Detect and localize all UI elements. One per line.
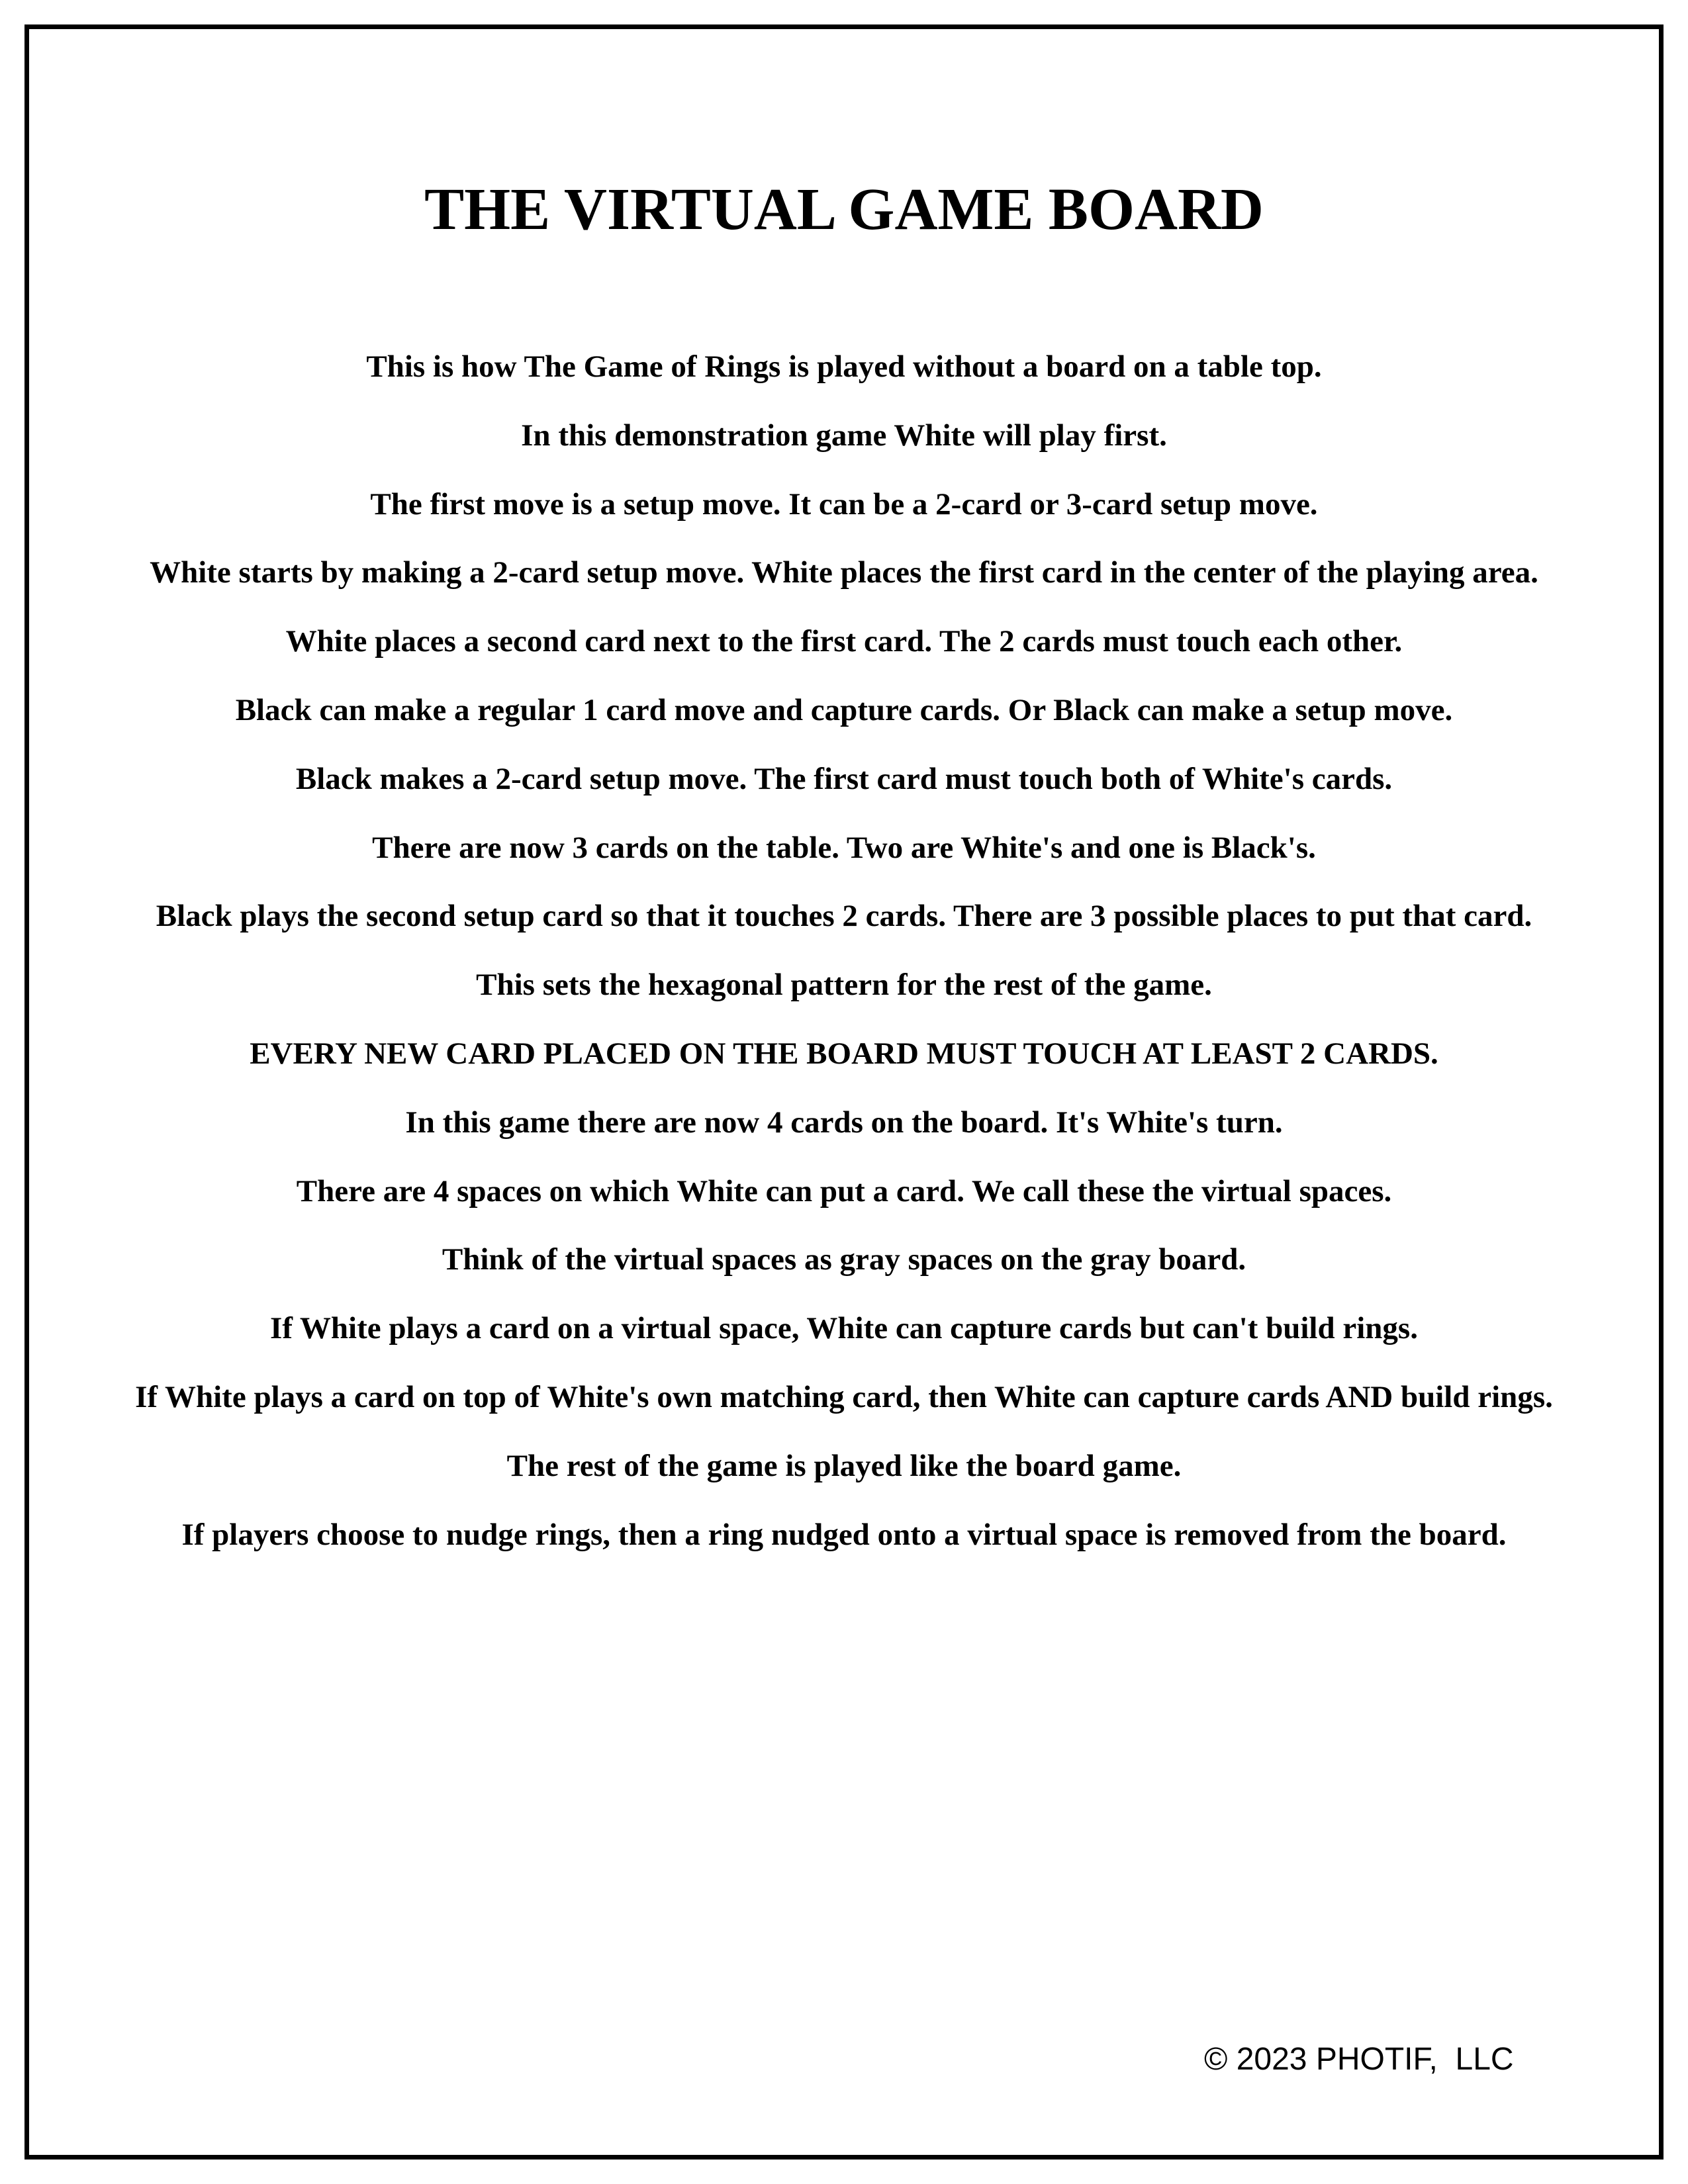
- instruction-line: This is how The Game of Rings is played without a board on a table top.: [366, 349, 1322, 384]
- instruction-line: This sets the hexagonal pattern for the rest of the game.: [476, 968, 1212, 1003]
- instruction-line: White starts by making a 2-card setup move. White places the first card in the center of the playing area.: [150, 555, 1538, 590]
- instruction-line: Black can make a regular 1 card move and capture cards. Or Black can make a setup move.: [235, 692, 1453, 727]
- instruction-line: There are now 3 cards on the table. Two are White's and one is Black's.: [372, 830, 1316, 865]
- instruction-line: There are 4 spaces on which White can put a card. We call these the virtual spaces.: [296, 1173, 1392, 1208]
- instruction-line-emphasis: EVERY NEW CARD PLACED ON THE BOARD MUST TOUCH AT LEAST 2 CARDS.: [250, 1036, 1438, 1071]
- instruction-line: The rest of the game is played like the board game.: [506, 1448, 1182, 1483]
- instruction-line: If White plays a card on a virtual space, White can capture cards but can't build rings.: [270, 1311, 1418, 1346]
- page-title: THE VIRTUAL GAME BOARD: [424, 177, 1264, 242]
- instruction-line: The first move is a setup move. It can be a 2-card or 3-card setup move.: [370, 486, 1318, 522]
- copyright-notice: © 2023 PHOTIF, LLC: [1204, 2042, 1514, 2077]
- instruction-line: White places a second card next to the first card. The 2 cards must touch each other.: [285, 624, 1403, 659]
- instructions-list: [29, 347, 1659, 1555]
- instruction-line: Black plays the second setup card so that it touches 2 cards. There are 3 possible places to put that card.: [156, 899, 1532, 934]
- instruction-line: Think of the virtual spaces as gray spaces on the gray board.: [442, 1242, 1246, 1277]
- instruction-line: If White plays a card on top of White's own matching card, then White can capture cards AND build rings.: [135, 1379, 1553, 1414]
- instruction-line: Black makes a 2-card setup move. The first card must touch both of White's cards.: [295, 761, 1393, 796]
- instruction-line: If players choose to nudge rings, then a ring nudged onto a virtual space is removed from the board.: [181, 1517, 1507, 1552]
- instruction-line: In this game there are now 4 cards on the board. It's White's turn.: [405, 1105, 1283, 1140]
- instruction-line: In this demonstration game White will play first.: [521, 418, 1167, 453]
- page-frame: [24, 24, 1664, 2160]
